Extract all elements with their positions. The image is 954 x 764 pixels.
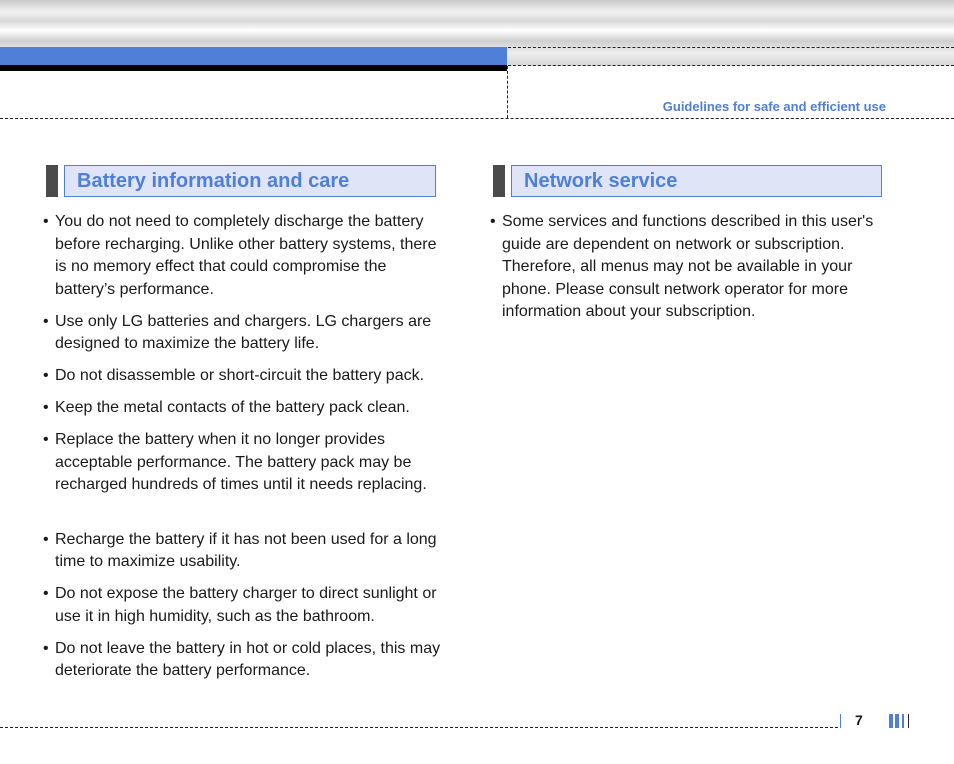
section-heading-label: Battery information and care bbox=[77, 170, 350, 192]
section-heading-battery bbox=[46, 165, 436, 197]
list-item: • Do not disassemble or short-circuit the battery pack. bbox=[43, 365, 443, 388]
section-heading-box bbox=[64, 165, 436, 197]
list-item: • Keep the metal contacts of the battery pack clean. bbox=[43, 397, 443, 420]
list-item: • Some services and functions described in this user's guide are dependent on network or subscription. Therefore, all menus may not be available in your phone. Please consult network operator for more information about your subscription. bbox=[490, 211, 890, 324]
list-item: • Replace the battery when it no longer provides acceptable performance. The battery pack may be recharged hundreds of times until it needs replacing. bbox=[43, 429, 443, 497]
list-item: • Recharge the battery if it has not been used for a long time to maximize usability. bbox=[43, 529, 443, 574]
dashed-divider-vertical bbox=[507, 66, 508, 118]
section-heading-label: Network service bbox=[524, 170, 678, 192]
list-item: • Do not expose the battery charger to direct sunlight or use it in high humidity, such as the bathroom. bbox=[43, 583, 443, 628]
list-item: • Do not leave the battery in hot or cold places, this may deteriorate the battery performance. bbox=[43, 638, 443, 683]
section-heading-network bbox=[493, 165, 882, 197]
page-number-tick bbox=[840, 714, 841, 728]
header-blue-bar bbox=[0, 47, 507, 65]
running-header-title: Guidelines for safe and efficient use bbox=[662, 99, 886, 114]
list-item: • Use only LG batteries and chargers. LG chargers are designed to maximize the battery life. bbox=[43, 311, 443, 356]
section-marker bbox=[46, 165, 58, 197]
list-item: • You do not need to completely discharge the battery before recharging. Unlike other battery systems, there is no memory effect that could compromise the battery’s performance. bbox=[43, 211, 443, 301]
network-bullet-list bbox=[490, 211, 890, 333]
dashed-line-top-right-2 bbox=[508, 65, 954, 66]
section-heading-box bbox=[511, 165, 882, 197]
dashed-line-header-bottom bbox=[0, 118, 954, 119]
dashed-line-footer bbox=[0, 727, 838, 728]
dashed-line-top-right bbox=[508, 47, 954, 48]
page-number: 7 bbox=[855, 712, 863, 728]
section-marker bbox=[493, 165, 505, 197]
battery-bullet-list bbox=[43, 211, 443, 692]
